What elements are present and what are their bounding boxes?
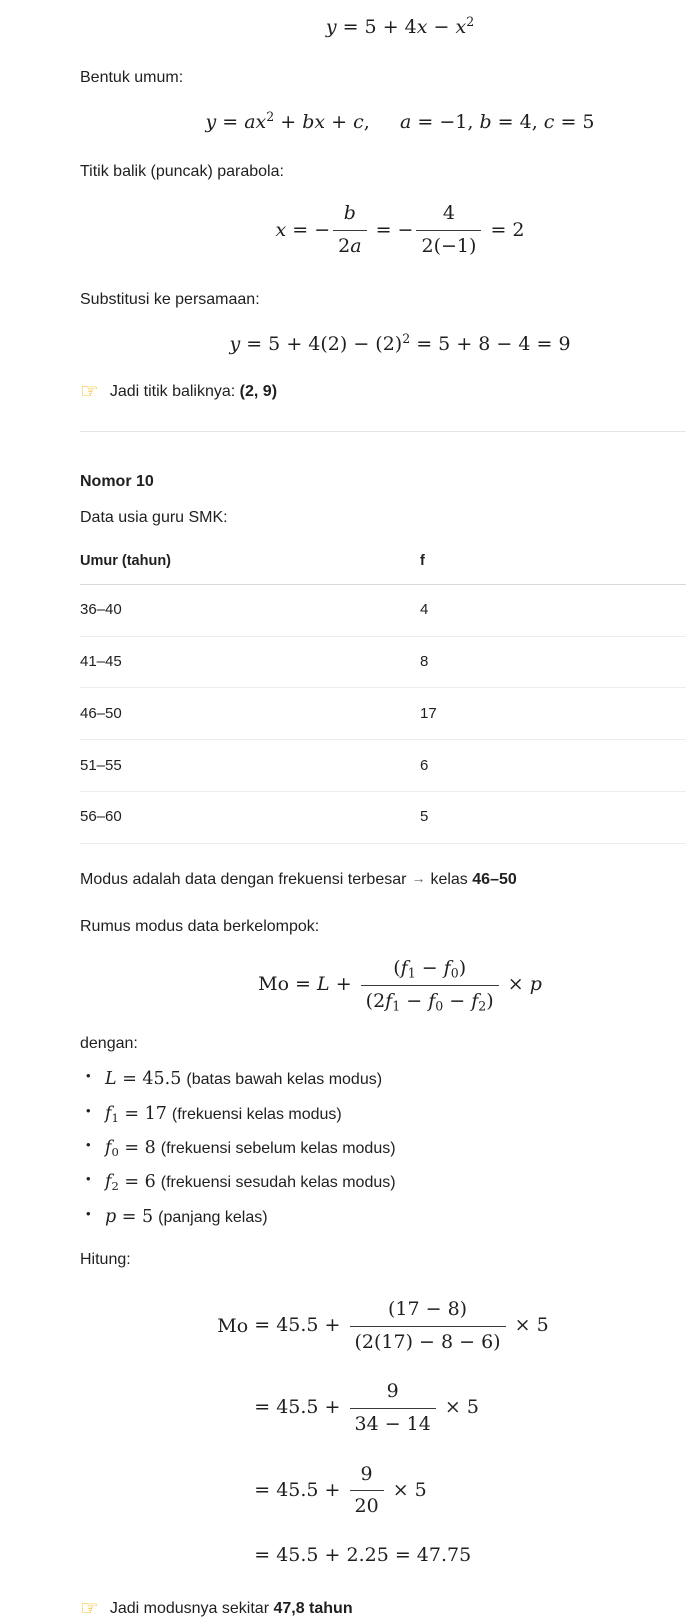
bullet-math: $f_0 = 8$ [105,1138,156,1160]
bullet-math: $f_1 = 17$ [105,1103,167,1125]
pointing-right-icon: ☞ [80,1597,99,1620]
list-item [80,1067,686,1092]
table-row [80,791,686,843]
cell-f: 5 [420,791,686,843]
list-item [80,1136,686,1161]
calc-line [217,1367,548,1449]
bullet-desc: (frekuensi sesudah kelas modus) [160,1174,396,1192]
paragraph-dengan: dengan: [80,1035,138,1053]
bullet-math: p = 5 [105,1206,154,1227]
column-header-f: f [420,545,686,585]
calculation-block [217,1285,548,1579]
conclusion-vertex [80,380,686,403]
right-arrow-icon: → [411,869,426,886]
calc-lhs [217,1532,254,1580]
formula-mode [114,954,686,1016]
calc-line [217,1450,548,1532]
cell-umur: 51–55 [80,740,420,792]
formula-text: $y = ax^2$ + bx + c, a = −1, b = 4, c = 5 [205,108,595,133]
column-header-umur: Umur (tahun) [80,545,420,585]
section-divider [80,431,686,432]
calc-rhs: = 45.5 + $\frac{9}{34 - 14}$ × 5 [254,1367,548,1449]
paragraph-bentuk-umum: Bentuk umum: [80,68,184,86]
paragraph-substitusi: Substitusi ke persamaan: [80,290,260,308]
paragraph-rumus: Rumus modus data berkelompok: [80,917,320,935]
paragraph-titik-balik: Titik balik (puncak) parabola: [80,163,284,181]
calc-lhs [217,1450,254,1532]
formula-text: $y = 5 + 4x - x^2$ [325,14,475,38]
pointing-right-icon: ☞ [80,380,99,404]
formula-general-form [114,109,686,137]
bullet-desc: (batas bawah kelas modus) [186,1071,383,1089]
formula-text: $y = 5 + 4(2) - (2)^2 = 5 + 8 - 4 = 9$ [229,330,571,355]
cell-f: 17 [420,688,686,740]
conclusion-pre: Jadi modusnya sekitar [109,1600,274,1618]
bullet-math: L = 45.5 [105,1069,182,1090]
paragraph-data-usia: Data usia guru SMK: [80,508,228,526]
bullet-desc: (panjang kelas) [158,1208,268,1226]
formula-text: x = − $\frac{b}{2a}$ = − $\frac{4}{2(-1)}$ = 2 [276,219,525,241]
cell-f: 6 [420,740,686,792]
cell-umur: 46–50 [80,688,420,740]
table-row [80,584,686,636]
modus-text-2: kelas [430,870,468,888]
formula-quadratic [114,14,686,42]
conclusion-pre: Jadi titik baliknya: [109,383,240,401]
calc-rhs: = 45.5 + $\frac{9}{20}$ × 5 [254,1450,548,1532]
cell-umur: 56–60 [80,791,420,843]
modus-statement [80,868,686,891]
cell-umur: 36–40 [80,584,420,636]
modus-text: Modus adalah data dengan frekuensi terbesar [80,870,407,888]
calc-rhs: = 45.5 + 2.25 = 47.75 [254,1543,472,1566]
formula-substitution [114,331,686,359]
list-item [80,1170,686,1195]
list-item [80,1102,686,1127]
formula-text: Mo = L + $\frac{(f_1 - f_0)}{(2f_1 - f_0 - f_2)}$ × p [258,973,542,995]
table-row [80,740,686,792]
cell-f: 8 [420,636,686,688]
section-heading: Nomor 10 [80,473,154,491]
variable-list [80,1067,686,1230]
conclusion-value: 47,8 tahun [273,1600,353,1618]
formula-vertex-x [114,199,686,261]
cell-umur: 41–45 [80,636,420,688]
table-row [80,688,686,740]
calc-lhs [217,1367,254,1449]
conclusion-mode [80,1597,686,1620]
conclusion-text [110,1597,353,1620]
bullet-desc: (frekuensi kelas modus) [171,1105,342,1123]
calc-line [217,1532,548,1580]
calc-lhs: Mo [217,1314,255,1337]
table-header-row [80,545,686,585]
conclusion-text [110,380,277,403]
frequency-table [80,545,686,844]
paragraph-hitung: Hitung: [80,1251,131,1269]
modus-class-value: 46–50 [472,870,517,888]
conclusion-value: (2, 9) [239,383,278,401]
list-item [80,1205,686,1230]
bullet-desc: (frekuensi sebelum kelas modus) [160,1140,396,1158]
calc-line [217,1285,548,1367]
calc-rhs: = 45.5 + $\frac{(17 - 8)}{(2(17) - 8 - 6)}$ × 5 [254,1285,548,1367]
table-row [80,636,686,688]
bullet-math: $f_2 = 6$ [105,1172,156,1194]
cell-f: 4 [420,584,686,636]
